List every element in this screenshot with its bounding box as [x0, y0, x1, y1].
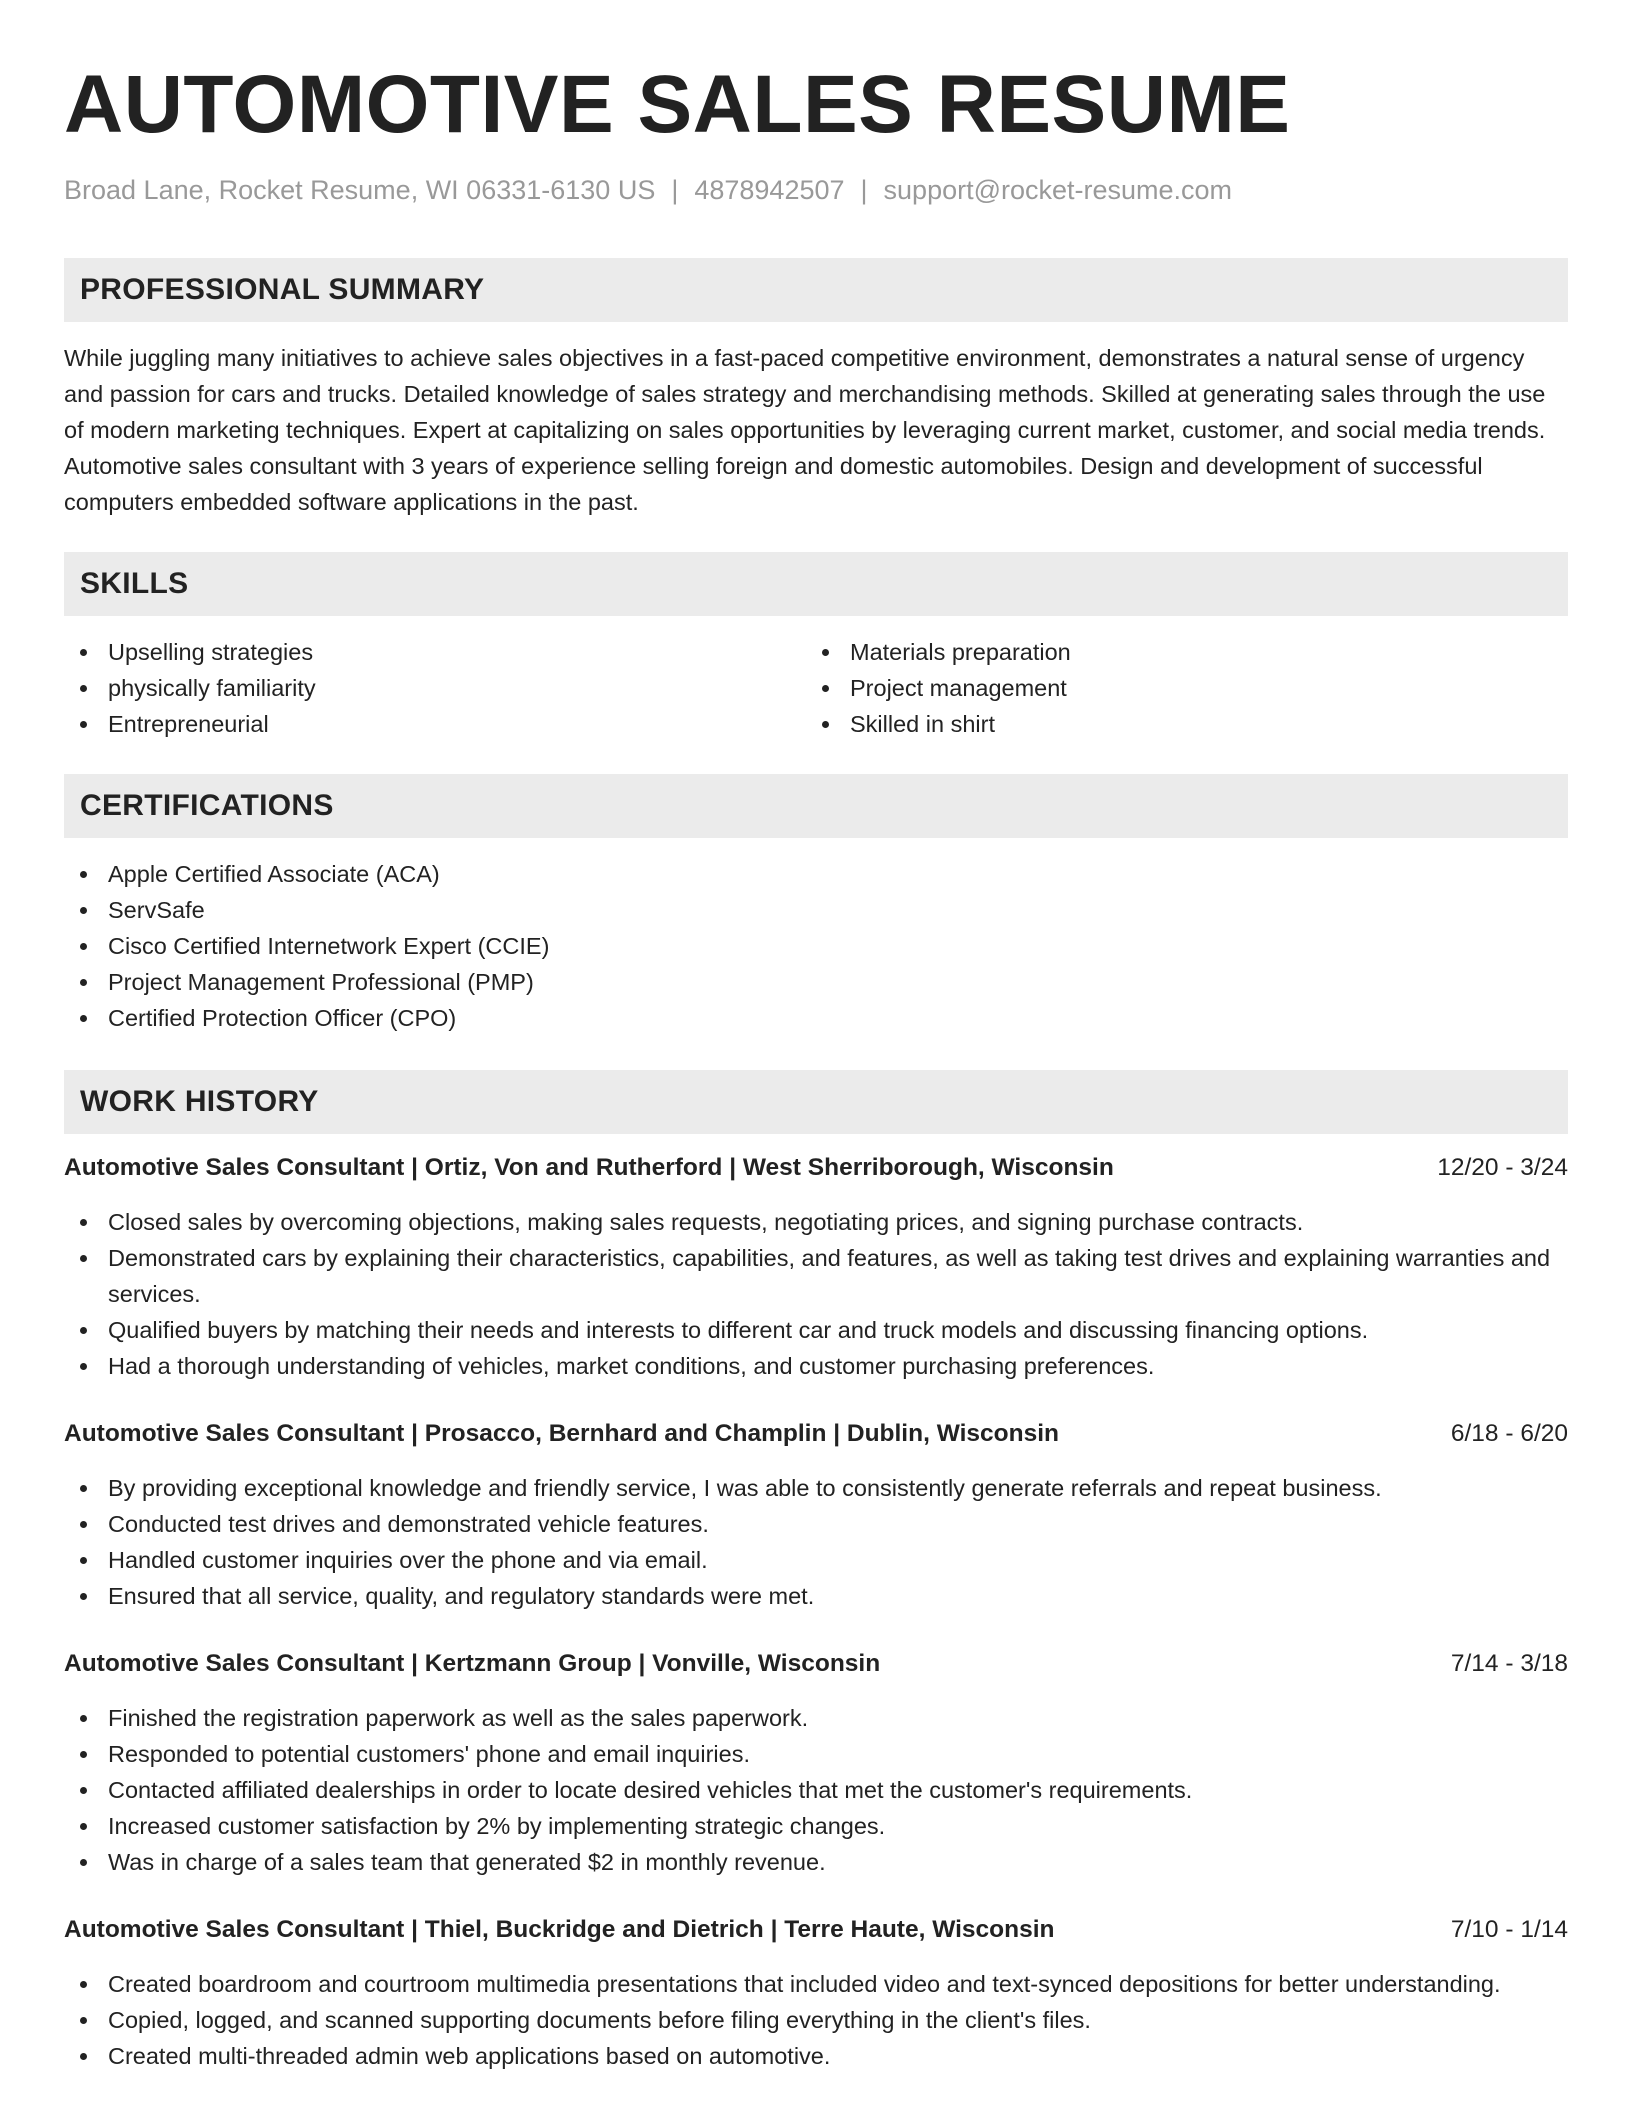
certification-item: Certified Protection Officer (CPO): [64, 1000, 1568, 1036]
job-entry: [64, 1646, 1568, 1880]
skills-column-right: [806, 634, 1548, 742]
certifications-heading: CERTIFICATIONS: [64, 774, 1568, 838]
job-header: [64, 1150, 1568, 1186]
contact-address: Broad Lane, Rocket Resume, WI 06331-6130 US: [64, 175, 656, 205]
work-history-heading: WORK HISTORY: [64, 1070, 1568, 1134]
skills-column-left: [64, 634, 806, 742]
summary-text: While juggling many initiatives to achieve sales objectives in a fast-paced competitive environment, demonstrates a natural sense of urgency and passion for cars and trucks. Detailed knowledge of sales strategy and merchandising methods. Skilled at generating sales through the use of modern marketing techniques. Expert at capitalizing on sales opportunities by leveraging current market, customer, and social media trends. Automotive sales consultant with 3 years of experience selling foreign and domestic automobiles. Design and development of successful computers embedded software applications in the past.: [64, 345, 1546, 516]
job-entry: [64, 1150, 1568, 1384]
skill-item: Entrepreneurial: [64, 706, 806, 742]
job-bullet: Contacted affiliated dealerships in order to locate desired vehicles that met the customer's requirements.: [64, 1772, 1568, 1808]
summary-heading: PROFESSIONAL SUMMARY: [64, 258, 1568, 322]
job-dates: 7/14 - 3/18: [1450, 1650, 1568, 1678]
contact-separator: |: [860, 175, 868, 205]
contact-phone: 4878942507: [694, 175, 845, 205]
certification-item: Project Management Professional (PMP): [64, 964, 1568, 1000]
job-bullet: Conducted test drives and demonstrated vehicle features.: [64, 1506, 1568, 1542]
skill-item: Skilled in shirt: [806, 706, 1548, 742]
job-bullet: Handled customer inquiries over the phone and via email.: [64, 1542, 1568, 1578]
skill-item: Upselling strategies: [64, 634, 806, 670]
contact-line: [64, 174, 1568, 206]
certification-item: Cisco Certified Internetwork Expert (CCIE): [64, 928, 1568, 964]
contact-email: support@rocket-resume.com: [883, 175, 1233, 205]
resume-title: AUTOMOTIVE SALES RESUME: [64, 59, 1291, 150]
skills-list: [64, 634, 1568, 742]
job-bullets: [64, 1966, 1568, 2074]
job-bullet: Qualified buyers by matching their needs and interests to different car and truck models and discussing financing options.: [64, 1312, 1568, 1348]
job-bullet: Finished the registration paperwork as well as the sales paperwork.: [64, 1700, 1568, 1736]
job-title: Automotive Sales Consultant | Prosacco, Bernhard and Champlin | Dublin, Wisconsin: [64, 1420, 1059, 1448]
job-title: Automotive Sales Consultant | Ortiz, Von and Rutherford | West Sherriborough, Wisconsin: [64, 1154, 1114, 1182]
job-bullet: Had a thorough understanding of vehicles, market conditions, and customer purchasing preferences.: [64, 1348, 1568, 1384]
skills-heading: SKILLS: [64, 552, 1568, 616]
job-dates: 7/10 - 1/14: [1450, 1916, 1568, 1944]
certification-item: Apple Certified Associate (ACA): [64, 856, 1568, 892]
job-bullet: Increased customer satisfaction by 2% by implementing strategic changes.: [64, 1808, 1568, 1844]
job-title: Automotive Sales Consultant | Thiel, Buckridge and Dietrich | Terre Haute, Wisconsin: [64, 1916, 1055, 1944]
job-entry: [64, 1416, 1568, 1614]
job-bullet: Ensured that all service, quality, and regulatory standards were met.: [64, 1578, 1568, 1614]
skill-item: Materials preparation: [806, 634, 1548, 670]
job-bullets: [64, 1470, 1568, 1614]
job-bullet: Copied, logged, and scanned supporting documents before filing everything in the client's files.: [64, 2002, 1568, 2038]
skill-item: Project management: [806, 670, 1548, 706]
job-bullets: [64, 1204, 1568, 1384]
job-dates: 12/20 - 3/24: [1437, 1154, 1568, 1182]
job-bullet: Created multi-threaded admin web applications based on automotive.: [64, 2038, 1568, 2074]
job-bullet: Demonstrated cars by explaining their characteristics, capabilities, and features, as well as taking test drives and explaining warranties and services.: [64, 1240, 1568, 1312]
job-bullet: By providing exceptional knowledge and friendly service, I was able to consistently generate referrals and repeat business.: [64, 1470, 1568, 1506]
job-header: [64, 1646, 1568, 1682]
job-bullet: Was in charge of a sales team that generated $2 in monthly revenue.: [64, 1844, 1568, 1880]
skill-item: physically familiarity: [64, 670, 806, 706]
certification-item: ServSafe: [64, 892, 1568, 928]
job-header: [64, 1416, 1568, 1452]
job-bullet: Created boardroom and courtroom multimedia presentations that included video and text-synced depositions for better understanding.: [64, 1966, 1568, 2002]
job-entry: [64, 1912, 1568, 2074]
job-bullet: Closed sales by overcoming objections, making sales requests, negotiating prices, and signing purchase contracts.: [64, 1204, 1568, 1240]
job-header: [64, 1912, 1568, 1948]
contact-separator: |: [671, 175, 679, 205]
job-dates: 6/18 - 6/20: [1450, 1420, 1568, 1448]
job-bullet: Responded to potential customers' phone and email inquiries.: [64, 1736, 1568, 1772]
job-title: Automotive Sales Consultant | Kertzmann Group | Vonville, Wisconsin: [64, 1650, 881, 1678]
job-bullets: [64, 1700, 1568, 1880]
certifications-list: [64, 856, 1568, 1036]
resume-page: [64, 0, 1568, 2074]
